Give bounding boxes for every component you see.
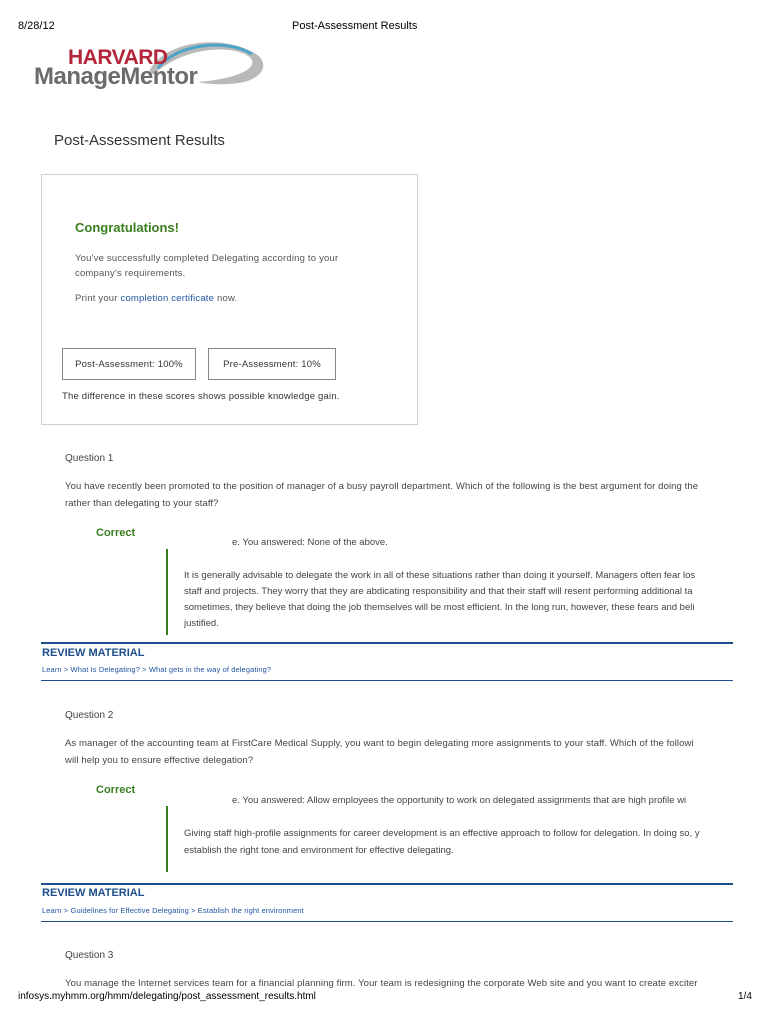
question-2-explanation-line-1: Giving staff high-profile assignments for career development is an effective approach to follow for delegation. In doing so, y bbox=[184, 828, 700, 839]
question-1-text-line-2: rather than delegating to your staff? bbox=[65, 498, 219, 509]
question-1-explanation-line-3: sometimes, they believe that doing the job themselves will be most efficient. In the long run, however, these fears and beli bbox=[184, 602, 695, 613]
review-2-bottom-rule bbox=[41, 921, 733, 922]
question-1-explanation-line-2: staff and projects. They worry that they are abdicating responsibility and that their staff will resent performing additional ta bbox=[184, 586, 693, 597]
review-2-top-rule bbox=[41, 883, 733, 885]
question-3-label: Question 3 bbox=[65, 950, 114, 961]
review-material-1-heading: REVIEW MATERIAL bbox=[42, 647, 145, 659]
pre-assessment-score: Pre-Assessment: 10% bbox=[208, 348, 336, 380]
review-1-top-rule bbox=[41, 642, 733, 644]
question-1-explanation-line-4: justified. bbox=[184, 618, 219, 629]
question-2-text-line-2: will help you to ensure effective delegation? bbox=[65, 755, 254, 766]
print-suffix: now. bbox=[214, 293, 238, 304]
page-url: infosys.myhmm.org/hmm/delegating/post_assessment_results.html bbox=[18, 991, 316, 1002]
question-1-text-line-1: You have recently been promoted to the position of manager of a busy payroll department. Which of the following is the best argument for doing the bbox=[65, 481, 699, 492]
completion-certificate-link[interactable]: completion certificate bbox=[120, 293, 215, 304]
question-2-explanation-line-2: establish the right tone and environment for effective delegating. bbox=[184, 845, 454, 856]
question-3-text-line-1: You manage the Internet services team for a financial planning firm. Your team is redesigning the corporate Web site and you want to create exciter bbox=[65, 978, 698, 988]
question-2-label: Question 2 bbox=[65, 710, 114, 721]
review-material-1-link[interactable]: Learn > What Is Delegating? > What gets in the way of delegating? bbox=[42, 665, 272, 674]
review-material-2-link[interactable]: Learn > Guidelines for Effective Delegating > Establish the right environment bbox=[42, 906, 304, 915]
page-number: 1/4 bbox=[738, 991, 752, 1002]
question-2-feedback-bar bbox=[166, 806, 168, 872]
review-1-bottom-rule bbox=[41, 680, 733, 681]
print-page-title: Post-Assessment Results bbox=[292, 20, 418, 32]
logo-harvard-text: HARVARD bbox=[68, 46, 168, 69]
harvard-managementor-logo bbox=[30, 36, 270, 96]
logo-managementor-text: ManageMentor bbox=[34, 63, 198, 90]
question-1-feedback-bar bbox=[166, 549, 168, 635]
question-1-answer: e. You answered: None of the above. bbox=[232, 537, 388, 548]
score-difference-note: The difference in these scores shows possible knowledge gain. bbox=[62, 391, 340, 402]
page-title: Post-Assessment Results bbox=[54, 132, 225, 149]
question-1-label: Question 1 bbox=[65, 453, 114, 464]
question-2-text-line-1: As manager of the accounting team at FirstCare Medical Supply, you want to begin delegating more assignments to your staff. Which of the followi bbox=[65, 738, 694, 749]
print-certificate-line bbox=[75, 293, 237, 304]
question-2-result: Correct bbox=[96, 784, 136, 796]
print-date: 8/28/12 bbox=[18, 20, 55, 32]
post-assessment-score: Post-Assessment: 100% bbox=[62, 348, 196, 380]
question-1-explanation-line-1: It is generally advisable to delegate the work in all of these situations rather than doing it yourself. Managers often fear los bbox=[184, 570, 696, 581]
congratulations-heading: Congratulations! bbox=[75, 220, 179, 235]
print-prefix: Print your bbox=[75, 293, 121, 304]
completion-message: You've successfully completed Delegating according to your company's requirements. bbox=[75, 253, 339, 279]
question-2-answer: e. You answered: Allow employees the opportunity to work on delegated assignments that are high profile wi bbox=[232, 795, 687, 806]
review-material-2-heading: REVIEW MATERIAL bbox=[42, 887, 145, 899]
question-1-result: Correct bbox=[96, 527, 136, 539]
